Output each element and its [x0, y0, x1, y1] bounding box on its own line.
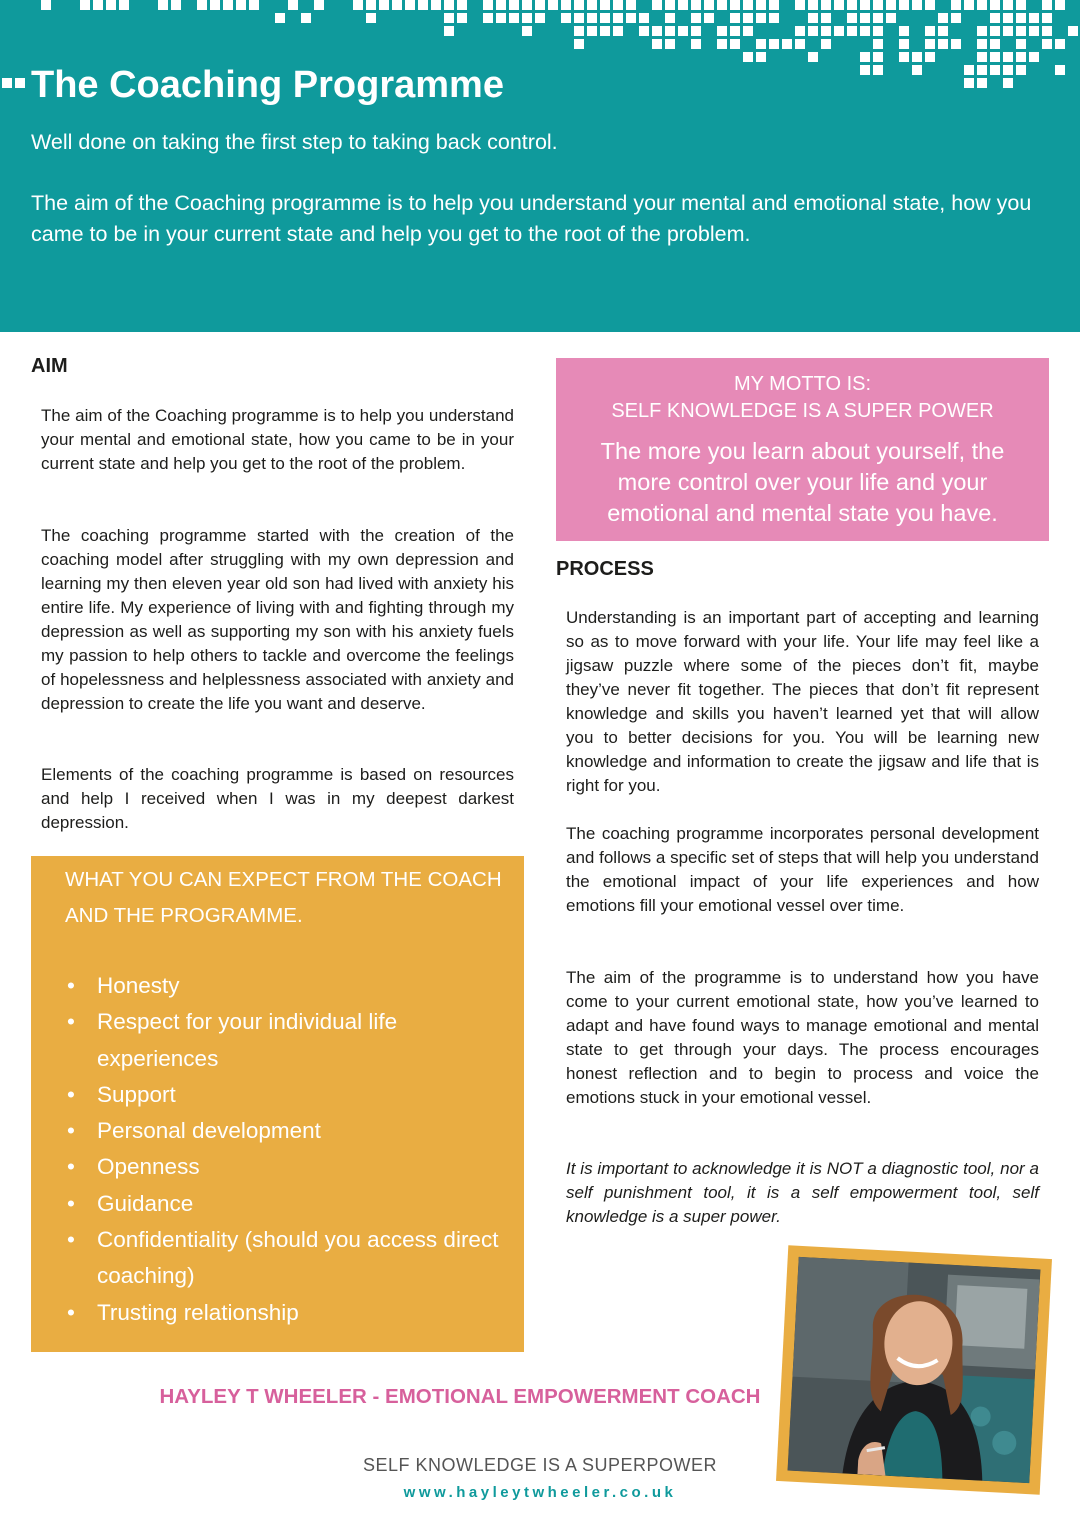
intro-line: Well done on taking the first step to taking back control.: [31, 130, 558, 154]
list-item: • Guidance: [63, 1186, 503, 1222]
motto-label: MY MOTTO IS:: [733, 373, 872, 395]
website-link[interactable]: www.hayleytwheeler.co.uk: [403, 1484, 677, 1501]
list-item: • Personal development: [63, 1113, 503, 1149]
intro-aim: The aim of the Coaching programme is to help you understand your mental and emotional state, how you came to be in your current state and help you get to the root of the problem.: [31, 191, 1032, 246]
coach-portrait-illustration: [788, 1257, 1041, 1483]
process-disclaimer: It is important to acknowledge it is NOT a diagnostic tool, nor a self punishment tool, it is a self empowerment tool, self knowledge is a super power.: [566, 1159, 1039, 1226]
aim-paragraph-3: Elements of the coaching programme is based on resources and help I received when I was in my deepest darkest depression.: [41, 765, 514, 832]
aim-heading: AIM: [31, 355, 68, 377]
list-item: • Respect for your individual life experiences: [63, 1004, 503, 1077]
process-heading: PROCESS: [556, 558, 654, 580]
expectations-title: WHAT YOU CAN EXPECT FROM THE COACH AND THE PROGRAMME.: [65, 868, 502, 927]
expectations-list: [63, 968, 503, 1331]
coach-photo: [788, 1257, 1041, 1483]
list-item: • Openness: [63, 1149, 503, 1185]
list-item: • Support: [63, 1077, 503, 1113]
motto-text: The more you learn about yourself, the more control over your life and your emotional and mental state you have.: [600, 438, 1005, 526]
process-paragraph-3: The aim of the programme is to understand how you have come to your current emotional state, how you’ve learned to adapt and have found ways to manage emotional and mental state to get through your days. The process encourages honest reflection and to begin to process and voice the emotions stuck in your emotional vessel.: [566, 968, 1039, 1107]
process-paragraph-2: The coaching programme incorporates personal development and follows a specific set of steps that will help you understand the emotional impact of your life experiences and how emotions fill your emotional vessel over time.: [566, 824, 1039, 915]
coach-signature: HAYLEY T WHEELER - EMOTIONAL EMPOWERMENT COACH: [159, 1385, 761, 1408]
list-item: • Trusting relationship: [63, 1295, 503, 1331]
header-banner: [0, 0, 1080, 332]
motto-heading: SELF KNOWLEDGE IS A SUPER POWER: [611, 400, 994, 422]
list-item: • Confidentiality (should you access direct coaching): [63, 1222, 503, 1295]
expectations-box: [31, 856, 524, 1352]
footer-tagline: SELF KNOWLEDGE IS A SUPERPOWER: [362, 1455, 718, 1475]
aim-paragraph-2: The coaching programme started with the creation of the coaching model after struggling with my own depression and learning my then eleven year old son had lived with anxiety his entire life. My experience of living with and fighting through my depression as well as supporting my son with his anxiety fuels my passion to help others to tackle and overcome the feelings of hopelessness and helplessness associated with anxiety and depression to create the life you want and deserve.: [41, 526, 514, 713]
motto-box: [556, 358, 1049, 541]
process-paragraph-1: Understanding is an important part of accepting and learning so as to move forward with your life. Your life may feel like a jigsaw puzzle where some of the pieces don’t fit, maybe they’ve never fit together. The pieces that don’t fit represent knowledge and skills you haven’t learned yet that will allow you to better decisions for you. You will be learning new knowledge and information to create the jigsaw and life that is right for you.: [566, 608, 1039, 795]
aim-paragraph-1: The aim of the Coaching programme is to help you understand your mental and emotional state, how you came to be in your current state and help you get to the root of the problem.: [41, 406, 514, 473]
list-item: • Honesty: [63, 968, 503, 1004]
page-title: The Coaching Programme: [31, 64, 504, 106]
